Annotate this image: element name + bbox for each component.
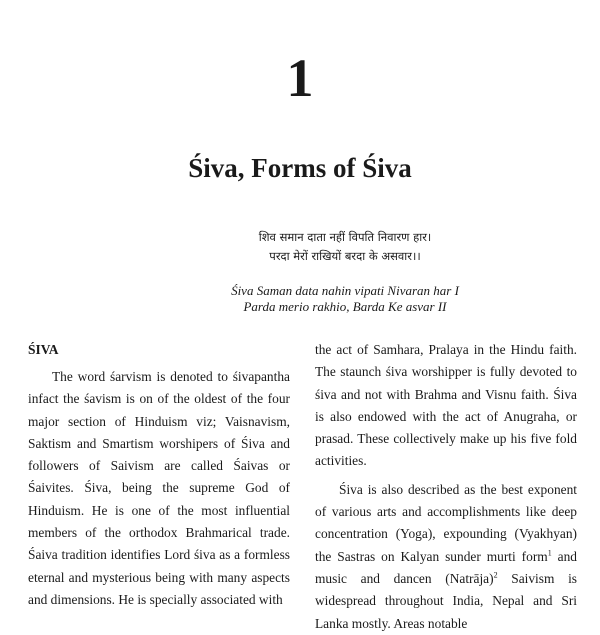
- transliteration-line: Parda merio rakhio, Barda Ke asvar II: [243, 299, 447, 314]
- left-column: [28, 340, 290, 611]
- epigraph-transliteration: [160, 283, 530, 315]
- right-column: [315, 339, 577, 635]
- chapter-number: 1: [286, 48, 314, 108]
- transliteration-line: Śiva Saman data nahin vipati Nivaran har I: [231, 283, 459, 298]
- chapter-title: Śiva, Forms of Śiva: [188, 153, 412, 183]
- epigraph-line: शिव समान दाता नहीं विपति निवारण हार।: [258, 230, 432, 244]
- body-paragraph: [315, 479, 577, 635]
- paragraph-text: and music and dancen (Natrāja): [315, 548, 577, 586]
- footnote-marker: 2: [493, 570, 498, 580]
- paragraph-text: Śiva is also described as the best exponent of various arts and accomplishments like deep concentration (Yoga), expounding (Vyakhyan) the Sastras on Kalyan sunder murti form: [315, 481, 577, 564]
- epigraph-devanagari: [190, 228, 500, 266]
- footnote-marker: 1: [547, 548, 552, 558]
- body-paragraph: the act of Samhara, Pralaya in the Hindu faith. The staunch śiva worshipper is fully devoted to śiva and not with Brahma and Visnu faith. Śiva is also endowed with the act of Anugraha, or prasad. These collectively make up his five fold activities.: [315, 342, 577, 469]
- body-paragraph: The word śarvism is denoted to śivapantha infact the śavism is on of the oldest of the four major section of Hinduism viz; Vaisnavism, Saktism and Smartism worshipers of Śiva and followers of Saivism are called Śaivas or Śaivites. Śiva, being the supreme God of Hinduism. He is one of the most influential members of the orthodox Brahmarical trade. Śaiva tradition identifies Lord śiva as a formless eternal and mysterious being with many aspects and dimensions. He is specially associated with: [28, 369, 290, 607]
- epigraph-line: परदा मेरों राखियों बरदा के असवार।।: [269, 249, 421, 263]
- section-heading: ŚIVA: [28, 342, 59, 357]
- paragraph-text: Saivism is widespread throughout India, Nepal and Sri Lanka mostly. Areas notable: [315, 570, 578, 631]
